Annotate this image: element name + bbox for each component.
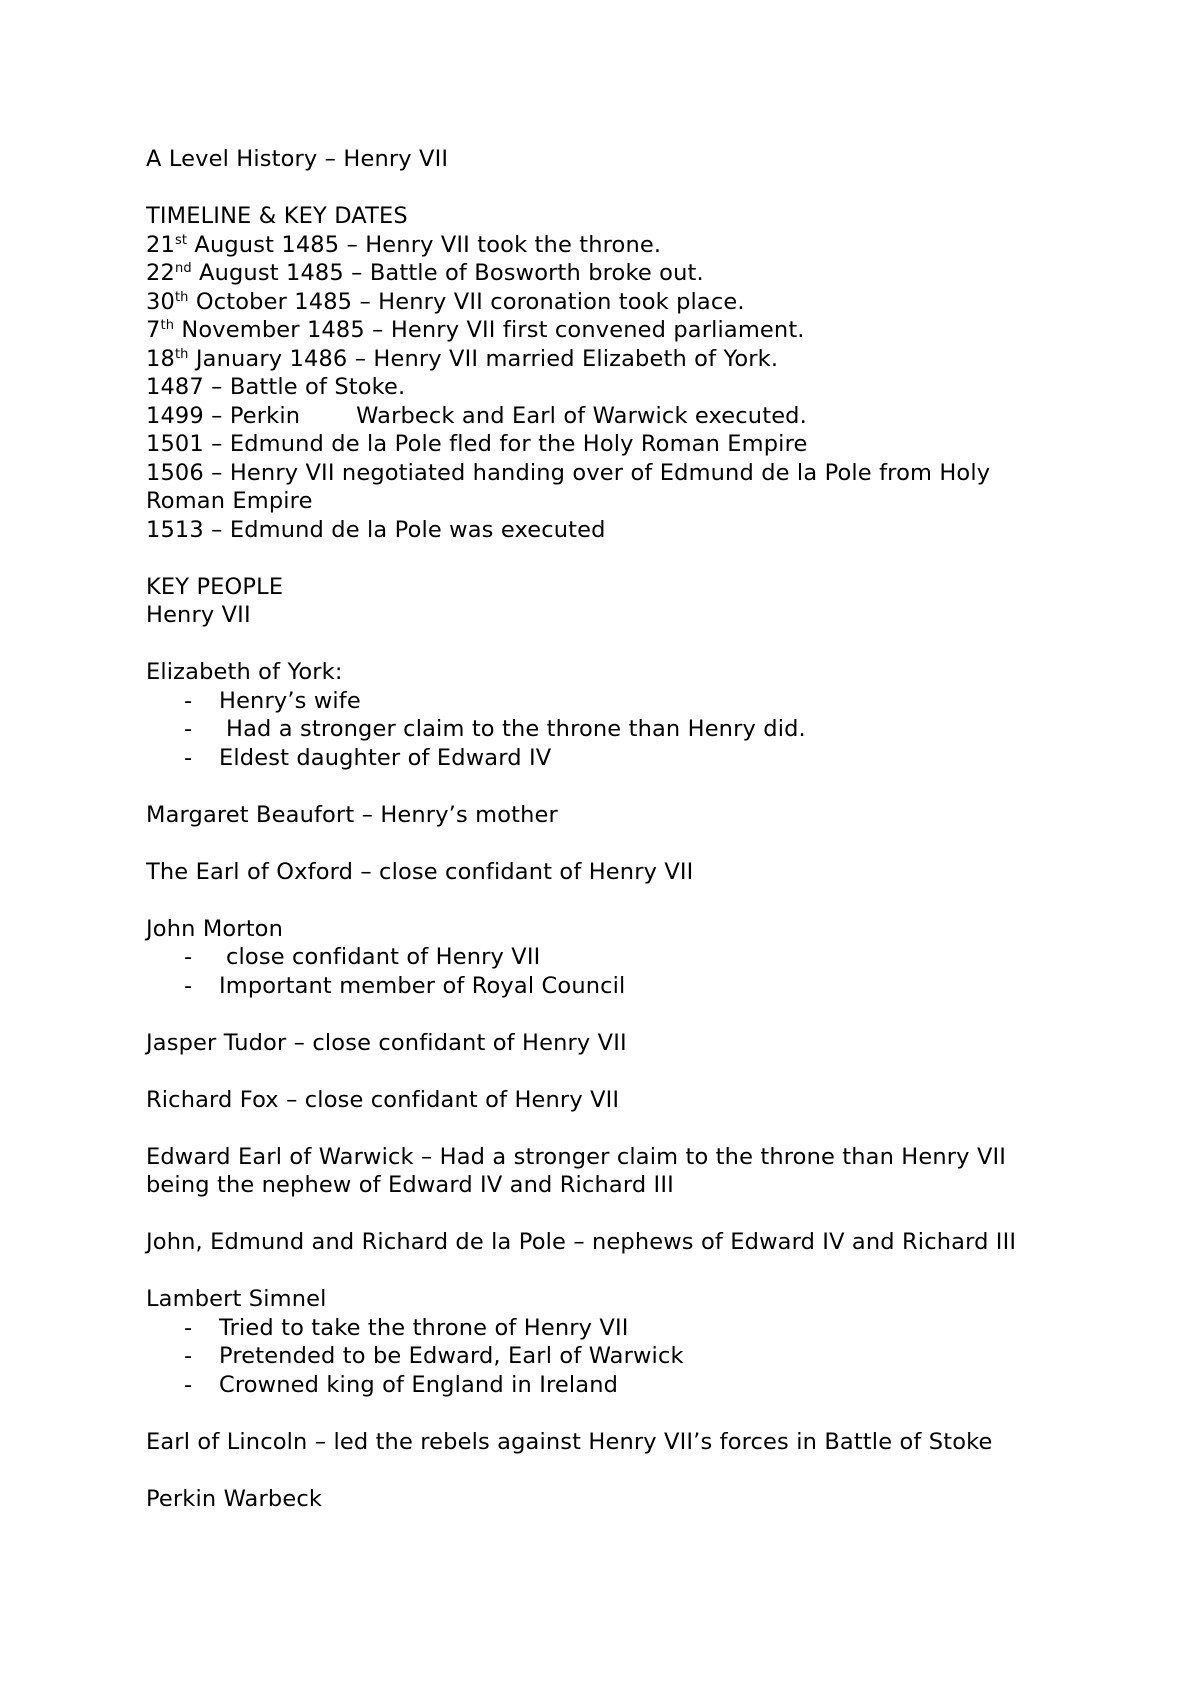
timeline-entry: 21st August 1485 – Henry VII took the throne. — [146, 231, 662, 258]
list-item: - close confidant of Henry VII — [184, 944, 541, 970]
timeline-entry: 30th October 1485 – Henry VII coronation took place. — [146, 288, 745, 315]
person-de-la-pole: John, Edmund and Richard de la Pole – nephews of Edward IV and Richard III — [146, 1229, 1017, 1255]
list-item: - Tried to take the throne of Henry VII — [184, 1314, 629, 1341]
timeline-entry: 18th January 1486 – Henry VII married Elizabeth of York. — [146, 345, 779, 372]
people-heading: KEY PEOPLE — [146, 573, 284, 600]
person-oxford: The Earl of Oxford – close confidant of Henry VII — [146, 858, 694, 885]
timeline-entry: 1513 – Edmund de la Pole was executed — [146, 516, 606, 543]
document-body — [146, 145, 1076, 1513]
person-morton: John Morton — [146, 915, 284, 942]
list-item: - Had a stronger claim to the throne than Henry did. — [184, 716, 806, 742]
timeline-entry: 1499 – Perkin Warbeck and Earl of Warwick executed. — [146, 402, 807, 429]
person-henry: Henry VII — [146, 602, 251, 628]
timeline-heading: TIMELINE & KEY DATES — [146, 203, 408, 229]
list-item: - Eldest daughter of Edward IV — [184, 744, 552, 771]
person-simnel: Lambert Simnel — [146, 1286, 327, 1312]
list-item: - Important member of Royal Council — [184, 972, 626, 999]
person-elizabeth: Elizabeth of York: — [146, 659, 343, 685]
person-warbeck: Perkin Warbeck — [146, 1485, 323, 1512]
timeline-entry: 1487 – Battle of Stoke. — [146, 374, 406, 400]
list-item: - Pretended to be Edward, Earl of Warwick — [184, 1343, 684, 1369]
timeline-entry: 7th November 1485 – Henry VII first convened parliament. — [146, 317, 805, 343]
document-title: A Level History – Henry VII — [146, 146, 449, 172]
timeline-entry: 1501 – Edmund de la Pole fled for the Holy Roman Empire — [146, 431, 808, 457]
person-fox: Richard Fox – close confidant of Henry VII — [146, 1086, 620, 1113]
timeline-entry: 1506 – Henry VII negotiated handing over of Edmund de la Pole from Holy Roman Empire — [146, 459, 998, 514]
list-item: - Crowned king of England in Ireland — [184, 1371, 619, 1398]
person-margaret: Margaret Beaufort – Henry’s mother — [146, 801, 558, 828]
person-lincoln: Earl of Lincoln – led the rebels against Henry VII’s forces in Battle of Stoke — [146, 1428, 993, 1455]
timeline-entry: 22nd August 1485 – Battle of Bosworth broke out. — [146, 260, 704, 286]
person-jasper: Jasper Tudor – close confidant of Henry VII — [146, 1029, 627, 1056]
list-item: - Henry’s wife — [184, 687, 361, 714]
person-warwick: Edward Earl of Warwick – Had a stronger claim to the throne than Henry VII being the nephew of Edward IV and Richard III — [146, 1143, 1014, 1198]
